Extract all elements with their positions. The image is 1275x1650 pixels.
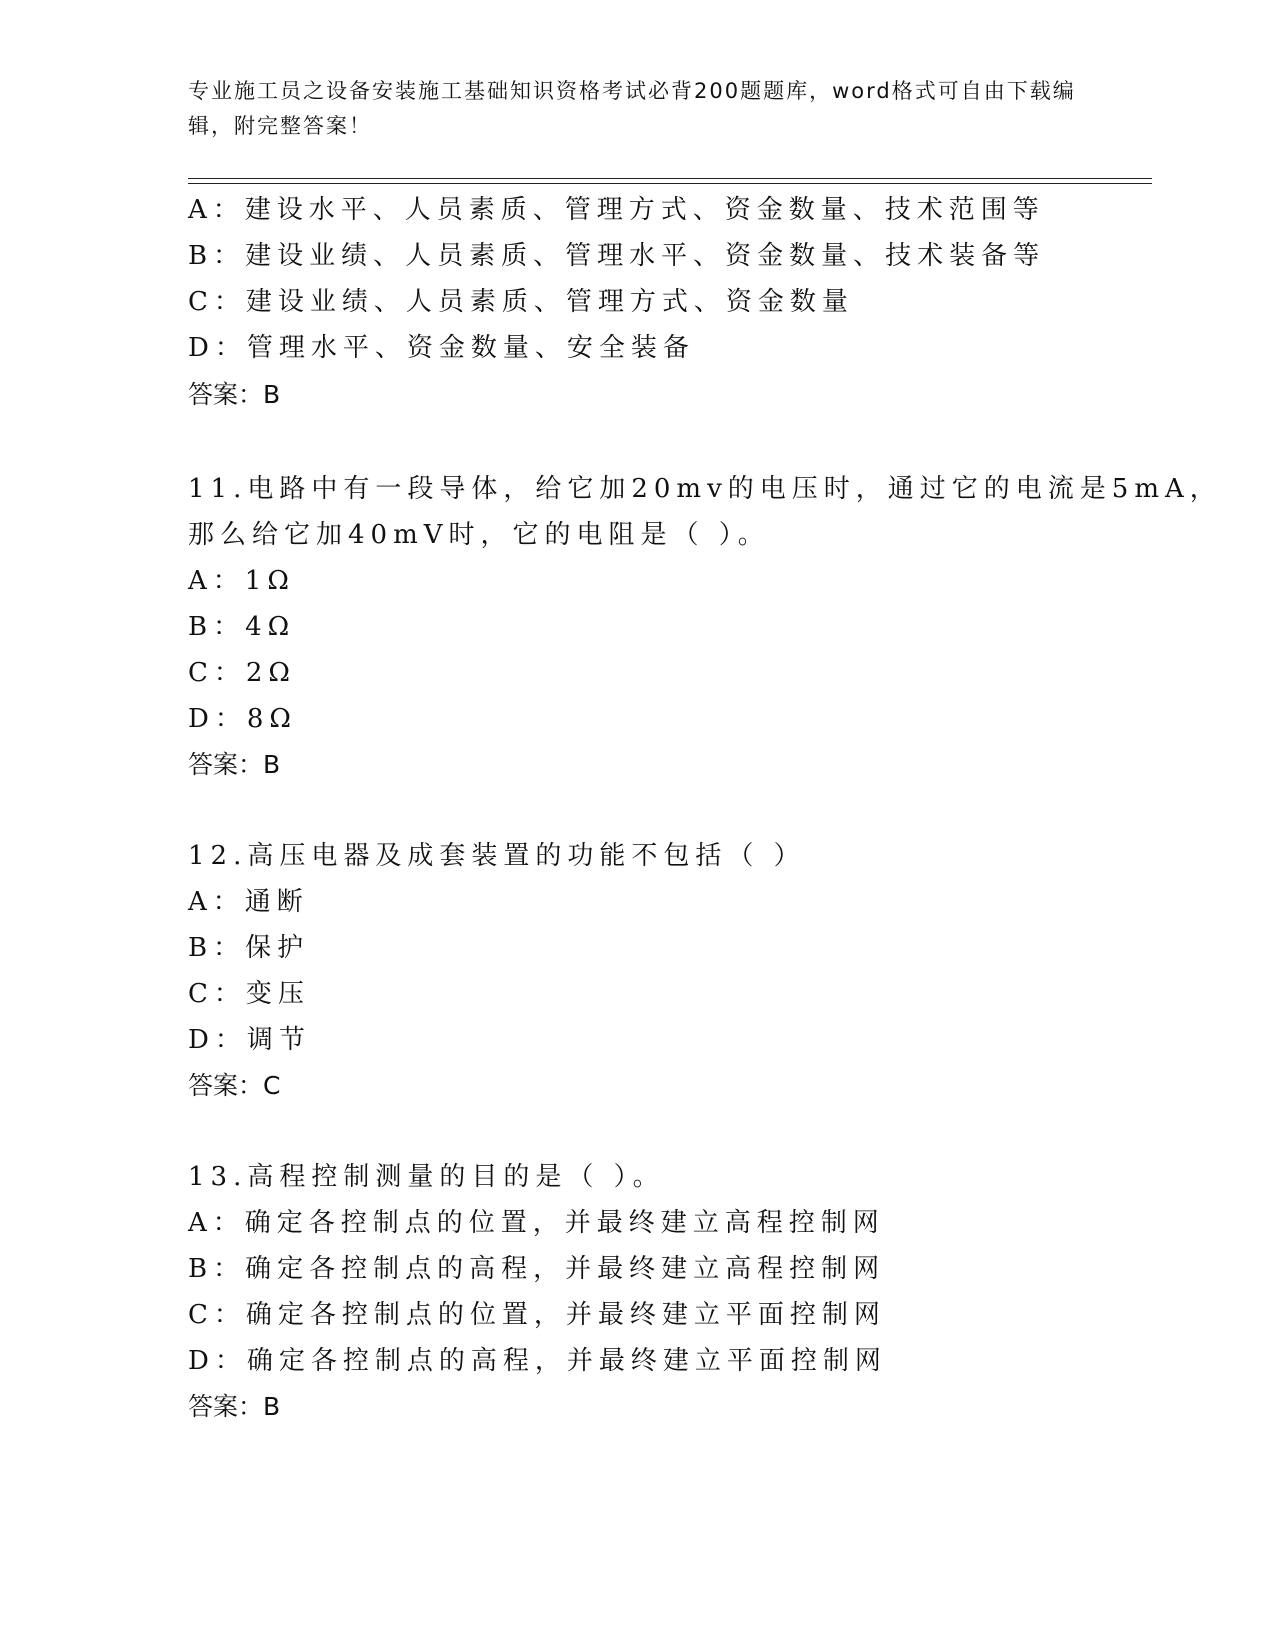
document-intro: 专业施工员之设备安装施工基础知识资格考试必背200题题库，word格式可自由下载编辑，附完整答案！	[188, 79, 1076, 138]
q11-option-a: A：1Ω	[188, 566, 295, 596]
q12-option-a: A：通断	[188, 887, 309, 917]
q11-stem-line2: 那么给它加40mV时，它的电阻是（ ）。	[188, 520, 770, 550]
q11-option-d: D：8Ω	[188, 704, 297, 734]
q12-option-b: B：保护	[188, 933, 310, 963]
q13-stem: 13.高程控制测量的目的是（ ）。	[188, 1162, 665, 1192]
q10-answer: 答案：B	[188, 380, 281, 409]
q11-answer: 答案：B	[188, 750, 281, 779]
q12-option-c: C：变压	[188, 979, 310, 1009]
q13-option-b: B：确定各控制点的高程，并最终建立高程控制网	[188, 1254, 886, 1284]
q12-answer: 答案：C	[188, 1071, 281, 1100]
q13-option-c: C：确定各控制点的位置，并最终建立平面控制网	[188, 1300, 886, 1330]
q10-option-d: D：管理水平、资金数量、安全装备	[188, 333, 695, 363]
q10-option-a: A：建设水平、人员素质、管理方式、资金数量、技术范围等	[188, 195, 1045, 225]
q11-option-b: B：4Ω	[188, 612, 296, 642]
q13-option-d: D：确定各控制点的高程，并最终建立平面控制网	[188, 1346, 887, 1376]
q10-option-c: C：建设业绩、人员素质、管理方式、资金数量	[188, 287, 854, 317]
q11-option-c: C：2Ω	[188, 658, 296, 688]
q13-option-a: A：确定各控制点的位置，并最终建立高程控制网	[188, 1208, 885, 1238]
q13-answer: 答案：B	[188, 1392, 281, 1421]
q12-option-d: D：调节	[188, 1025, 311, 1055]
header-divider-bottom	[188, 183, 1152, 184]
q10-option-b: B：建设业绩、人员素质、管理水平、资金数量、技术装备等	[188, 241, 1046, 271]
q12-stem: 12.高压电器及成套装置的功能不包括（ ）	[188, 841, 806, 871]
q11-stem-line1: 11.电路中有一段导体，给它加20mv的电压时，通过它的电流是5mA，	[188, 474, 1222, 504]
header-divider-top	[188, 178, 1152, 179]
